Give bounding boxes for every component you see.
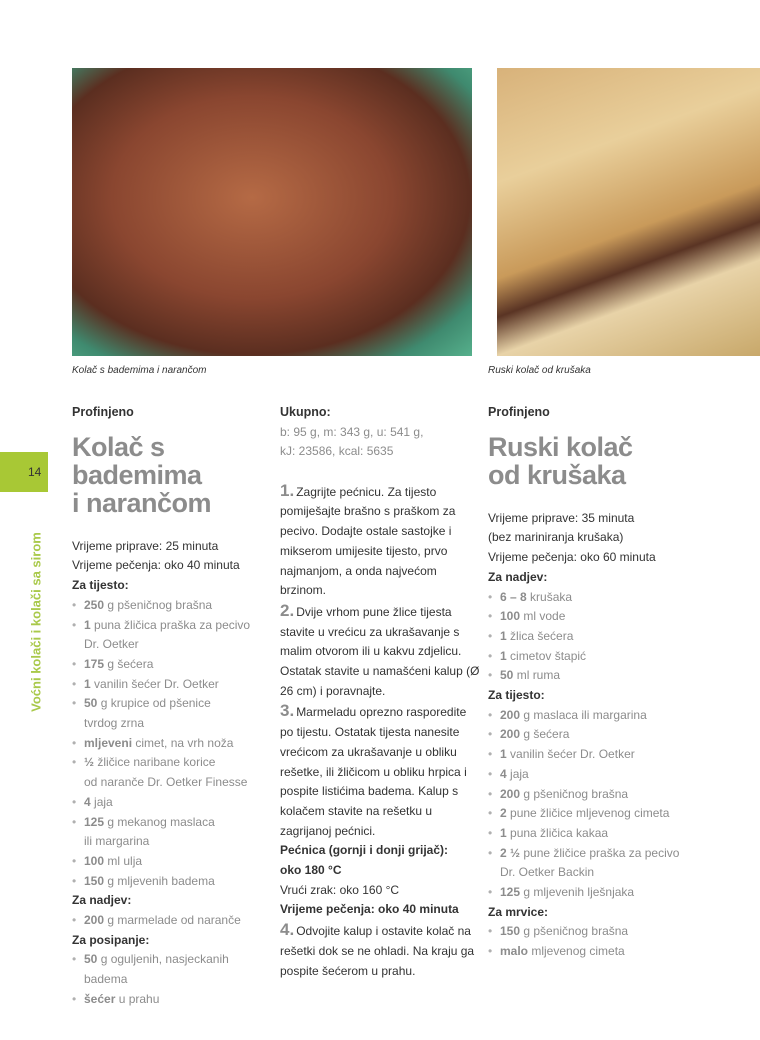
ingredient-item: [72, 635, 272, 655]
step-2: [280, 601, 480, 702]
ingredient-text: g mljevenih badema: [104, 873, 215, 888]
ingredient-quantity: 100: [500, 609, 521, 624]
ingredient-item: [488, 745, 728, 765]
ingredient-text: cimet, na vrh noža: [132, 735, 234, 750]
ingredient-text: vanilin šećer Dr. Oetker: [506, 747, 635, 762]
ingredient-item: [488, 765, 728, 785]
ingredient-item: [488, 647, 728, 667]
ingredient-item: [72, 753, 272, 773]
ingredient-item: [72, 832, 272, 852]
recipe2-title-line1: Ruski kolač: [488, 431, 633, 462]
ingredient-quantity: 250: [84, 597, 105, 612]
ingredient-quantity: 50: [84, 952, 98, 967]
ingredient-item: [488, 666, 728, 686]
ingredient-text: g pšeničnog brašna: [520, 924, 629, 939]
recipe1-bake-time: [72, 556, 272, 576]
ingredient-quantity: 1: [500, 628, 507, 643]
ingredient-text: jaja: [90, 794, 113, 809]
recipe1-topping-list: [72, 950, 272, 1009]
ingredient-item: [72, 616, 272, 636]
recipe1-kicker: Profinjeno: [72, 405, 134, 419]
ingredient-quantity: 200: [84, 913, 105, 928]
ingredient-text: g pšeničnog brašna: [520, 786, 629, 801]
ingredient-quantity: 1: [500, 825, 507, 840]
bake-label: Vrijeme pečenja:: [488, 550, 577, 565]
photo-caption-left: Kolač s bademima i narančom: [72, 365, 207, 376]
ingredient-text: ili margarina: [84, 834, 150, 849]
step-4: [280, 920, 480, 981]
step-text: Dvije vrhom pune žlice tijesta stavite u vrećicu za ukrašavanje s malim otvorom ili u kakvu zdjelicu. Ostatak stavite u namašćeni kalup (Ø 26 cm) i poravnajte.: [280, 604, 480, 698]
ingredient-quantity: 1: [84, 676, 91, 691]
ingredient-item: [72, 694, 272, 714]
step-1: [280, 481, 480, 601]
ingredient-quantity: 50: [84, 696, 98, 711]
ingredient-text: puna žličica kakaa: [506, 825, 609, 840]
recipe2-kicker: Profinjeno: [488, 405, 550, 419]
ingredient-item: [488, 844, 728, 864]
ingredient-quantity: 1: [500, 747, 507, 762]
ingredient-quantity: 150: [500, 924, 521, 939]
recipe2-dough-title: Za tijesto:: [488, 688, 545, 703]
recipe1-title-line2: i narančom: [72, 487, 212, 518]
recipe1-filling-list: [72, 911, 272, 931]
recipe1-filling-title: Za nadjev:: [72, 893, 132, 908]
ingredient-text: tvrdog zrna: [84, 716, 145, 731]
ingredient-item: [488, 627, 728, 647]
recipe2-title-line2: od krušaka: [488, 459, 626, 490]
step-text: Marmeladu oprezno rasporedite po tijestu. Ostatak tijesta nanesite vrećicom za ukrašavanje u obliku rešetke, ili žličicom u obliku hrpica i pospite listićima badema. Kalup s kolačem stavite na rešetku u zagrijanoj pećnici.: [280, 705, 467, 838]
ingredient-item: [72, 950, 272, 970]
recipe1-column: [72, 403, 272, 1010]
ingredient-text: g mekanog maslaca: [104, 814, 215, 829]
section-title: Voćni kolači i kolači sa sirom: [28, 532, 44, 712]
ingredient-quantity: 1: [500, 648, 507, 663]
step-number: 3.: [280, 701, 295, 721]
ingredient-quantity: 1: [84, 617, 91, 632]
recipe1-prep-time: [72, 537, 272, 557]
recipe2-filling-list: [488, 588, 728, 687]
ingredient-text: ml ulja: [104, 853, 143, 868]
nutrition-values: [280, 423, 480, 461]
ingredient-text: badema: [84, 972, 128, 987]
ingredient-item: [488, 883, 728, 903]
ingredient-item: [488, 785, 728, 805]
recipe2-column: [488, 403, 728, 962]
ingredient-text: g oguljenih, nasjeckanih: [97, 952, 229, 967]
ingredient-text: g mljevenih lješnjaka: [520, 885, 635, 900]
recipe2-title: [488, 433, 728, 489]
recipe2-bake-time: [488, 548, 728, 568]
ingredient-quantity: 200: [500, 707, 521, 722]
recipe1-dough-list: [72, 596, 272, 892]
almond-orange-cake-photo: [72, 68, 472, 356]
ingredient-item: [488, 824, 728, 844]
ingredient-text: pune žličice mljevenog cimeta: [506, 806, 670, 821]
ingredient-item: [488, 922, 728, 942]
ingredient-quantity: 200: [500, 727, 521, 742]
ingredient-quantity: 4: [84, 794, 91, 809]
nutrition-line2: kJ: 23586, kcal: 5635: [280, 443, 394, 458]
ingredient-quantity: 125: [84, 814, 105, 829]
ingredient-text: pune žličice praška za pecivo: [520, 845, 680, 860]
bake-value: oko 60 minuta: [580, 550, 656, 565]
recipe2-dough-list: [488, 706, 728, 903]
ingredient-text: g šećera: [104, 656, 154, 671]
ingredient-text: g krupice od pšenice: [97, 696, 211, 711]
ingredient-quantity: 200: [500, 786, 521, 801]
recipe2-crumble-title: Za mrvice:: [488, 904, 549, 919]
ingredient-text: žličice naribane korice: [94, 755, 216, 770]
step-number: 4.: [280, 920, 295, 940]
steps: [280, 481, 480, 982]
ingredient-item: [488, 607, 728, 627]
ingredient-text: g maslaca ili margarina: [520, 707, 647, 722]
ingredient-item: [72, 596, 272, 616]
nutrition-title: Ukupno:: [280, 405, 331, 419]
recipe2-filling-title: Za nadjev:: [488, 569, 548, 584]
ingredient-item: [72, 872, 272, 892]
ingredient-text: mljevenog cimeta: [528, 944, 625, 959]
ingredient-item: [72, 734, 272, 754]
ingredient-text: vanilin šećer Dr. Oetker: [90, 676, 219, 691]
nutrition-line1: b: 95 g, m: 343 g, u: 541 g,: [280, 424, 424, 439]
recipe1-title-line1: Kolač s bademima: [72, 431, 202, 490]
ingredient-text: cimetov štapić: [506, 648, 587, 663]
ingredient-item: [72, 852, 272, 872]
ingredient-item: [72, 813, 272, 833]
ingredient-item: [488, 863, 728, 883]
ingredient-item: [72, 793, 272, 813]
ingredient-text: jaja: [506, 766, 529, 781]
ingredient-quantity: 2: [500, 806, 507, 821]
ingredient-quantity: šećer: [84, 991, 116, 1006]
prep-label: Vrijeme priprave:: [488, 510, 579, 525]
ingredient-item: [72, 911, 272, 931]
ingredient-item: [72, 675, 272, 695]
ingredient-text: g pšeničnog brašna: [104, 597, 213, 612]
ingredient-quantity: 150: [84, 873, 105, 888]
recipe1-topping-title: Za posipanje:: [72, 932, 150, 947]
ingredient-text: ml ruma: [513, 668, 561, 683]
page-number: 14: [28, 465, 42, 479]
oven-line2: oko 180 °C: [280, 863, 342, 878]
step-3: [280, 701, 480, 841]
instructions-column: [280, 403, 480, 981]
ingredient-quantity: ½: [84, 755, 95, 770]
ingredient-text: žlica šećera: [506, 628, 574, 643]
recipe1-dough-title: Za tijesto:: [72, 578, 129, 593]
oven-line4: Vrijeme pečenja: oko 40 minuta: [280, 902, 459, 917]
ingredient-item: [488, 725, 728, 745]
oven-line3: Vrući zrak: oko 160 °C: [280, 882, 400, 897]
ingredient-text: g šećera: [520, 727, 570, 742]
step-text: Zagrijte pećnicu. Za tijesto pomiješajte brašno s praškom za pecivo. Dodajte ostale sastojke i mikserom umijesite tijesto, prvo najmanjom, a onda najvećom brzinom.: [280, 484, 456, 598]
prep-label: Vrijeme priprave:: [72, 538, 163, 553]
ingredient-item: [488, 942, 728, 962]
ingredient-text: puna žličica praška za pecivo: [90, 617, 251, 632]
ingredient-quantity: mljeveni: [84, 735, 133, 750]
ingredient-text: u prahu: [115, 991, 160, 1006]
ingredient-text: krušaka: [526, 589, 573, 604]
ingredient-text: g marmelade od naranče: [104, 913, 241, 928]
bake-label: Vrijeme pečenja:: [72, 558, 161, 573]
photo-caption-right: Ruski kolač od krušaka: [488, 365, 591, 376]
ingredient-item: [72, 970, 272, 990]
oven-line1: Pećnica (gornji i donji grijač):: [280, 843, 449, 858]
recipe2-prep-time: [488, 509, 728, 529]
ingredient-item: [488, 804, 728, 824]
ingredient-text: od naranče Dr. Oetker Finesse: [84, 775, 248, 790]
step-number: 1.: [280, 480, 295, 500]
recipe2-prep-note: (bez mariniranja krušaka): [488, 530, 624, 545]
ingredient-item: [72, 773, 272, 793]
step-number: 2.: [280, 600, 295, 620]
ingredient-quantity: 4: [500, 766, 507, 781]
ingredient-item: [72, 714, 272, 734]
ingredient-quantity: 2 ½: [500, 845, 521, 860]
ingredient-text: Dr. Oetker Backin: [500, 865, 595, 880]
ingredient-quantity: 50: [500, 668, 514, 683]
ingredient-quantity: 100: [84, 853, 105, 868]
ingredient-item: [72, 990, 272, 1010]
ingredient-item: [72, 655, 272, 675]
ingredient-quantity: 125: [500, 885, 521, 900]
step-text: Odvojite kalup i ostavite kolač na rešetki dok se ne ohladi. Na kraju ga pospite šećerom u prahu.: [280, 924, 475, 978]
ingredient-item: [488, 588, 728, 608]
recipe1-title: [72, 433, 272, 517]
ingredient-text: ml vode: [520, 609, 566, 624]
recipe2-crumble-list: [488, 922, 728, 961]
ingredient-quantity: 175: [84, 656, 105, 671]
prep-value: 25 minuta: [165, 538, 219, 553]
pear-cake-photo: [497, 68, 760, 356]
ingredient-quantity: malo: [500, 944, 529, 959]
bake-value: oko 40 minuta: [164, 558, 240, 573]
ingredient-quantity: 6 – 8: [500, 589, 527, 604]
prep-value: 35 minuta: [581, 510, 635, 525]
ingredient-text: Dr. Oetker: [84, 637, 139, 652]
ingredient-item: [488, 706, 728, 726]
